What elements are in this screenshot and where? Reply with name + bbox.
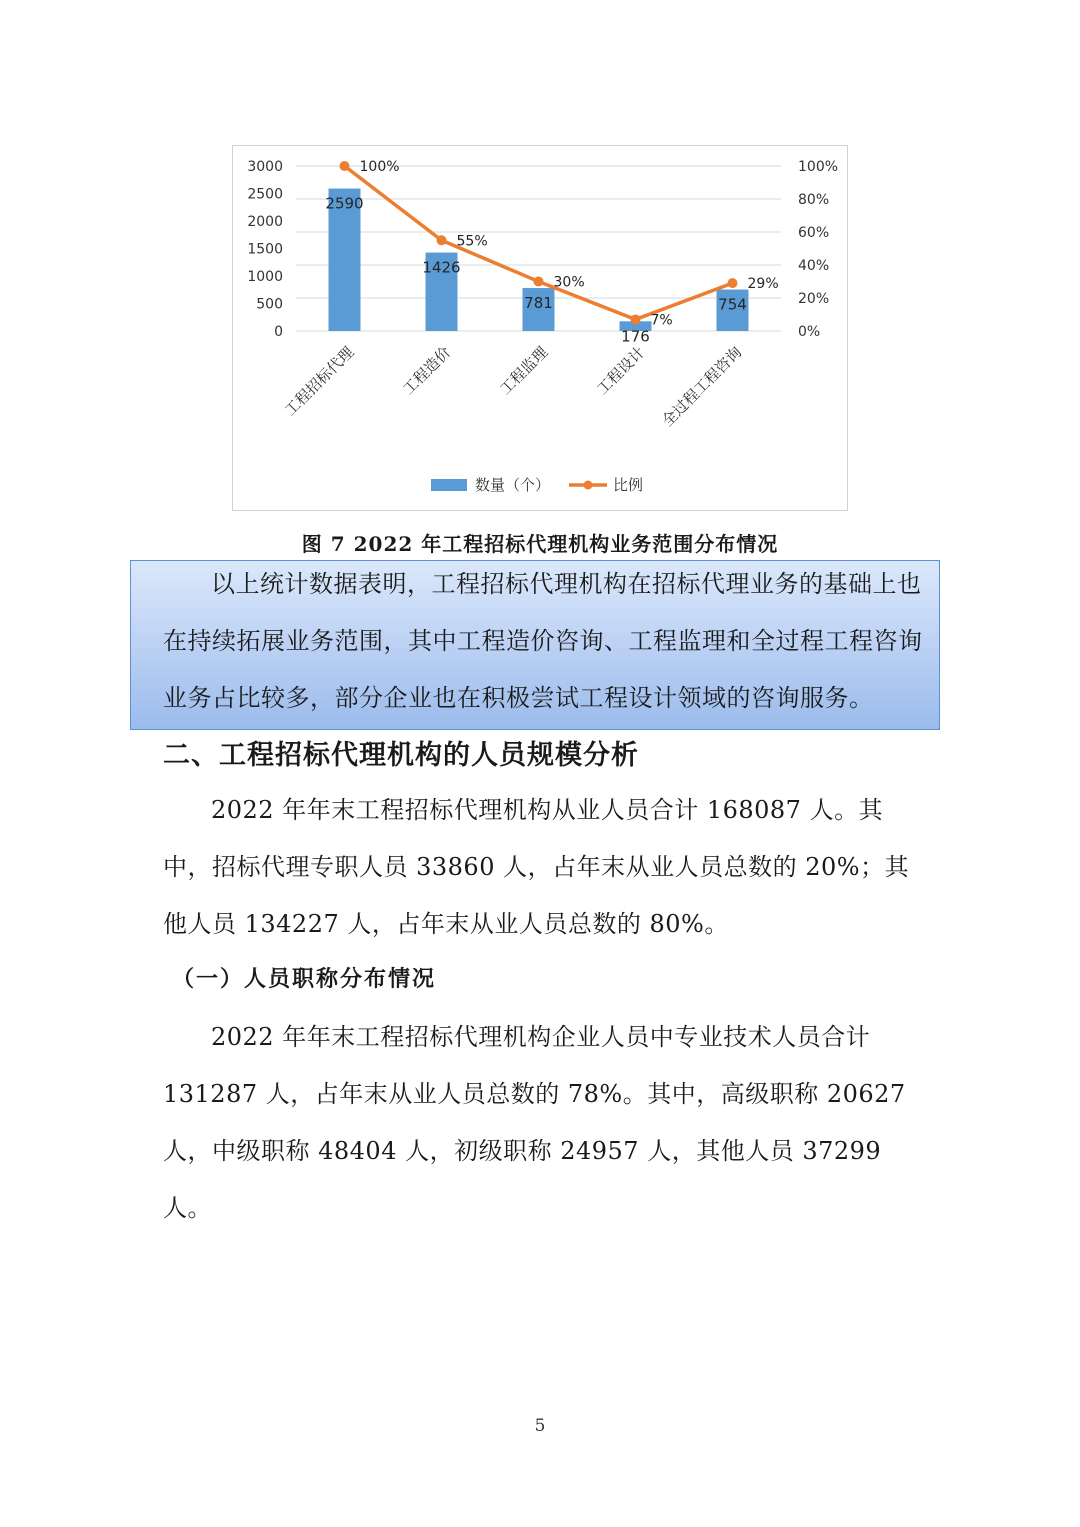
sub-heading: （一）人员职称分布情况 <box>172 966 437 992</box>
y-left-tick-label: 2000 <box>247 214 283 230</box>
line-point <box>728 278 738 288</box>
y-right-tick-label: 40% <box>798 258 830 274</box>
title-distribution-paragraph: 2022 年年末工程招标代理机构企业人员中专业技术人员合计 131287 人，占年末从业人员总数的 78%。其中，高级职称 20627 人，中级职称 48404 人，初级职称 24957 人，其他人员 37299 人。 <box>163 1023 906 1222</box>
line-value-label: 100% <box>359 159 400 175</box>
line-value-label: 7% <box>650 312 673 329</box>
line-point <box>631 314 641 324</box>
y-right-tick-label: 60% <box>798 225 830 241</box>
line-point <box>340 161 350 171</box>
legend-line-label: 比例 <box>613 476 644 494</box>
bar-value-label: 176 <box>621 327 650 346</box>
staff-paragraph: 2022 年年末工程招标代理机构从业人员合计 168087 人。其中，招标代理专职人员 33860 人，占年末从业人员总数的 20%；其他人员 134227 人，占年末从业人员总数的 80%。 <box>163 796 910 938</box>
chart-frame <box>232 145 848 511</box>
y-left-tick-label: 500 <box>256 296 283 313</box>
bar-value-label: 754 <box>718 295 747 314</box>
y-left-tick-label: 0 <box>274 324 283 340</box>
section-heading: 二、工程招标代理机构的人员规模分析 <box>163 740 639 771</box>
chart-svg <box>233 146 849 512</box>
bar-value-label: 2590 <box>325 194 364 213</box>
figure-caption: 图 7 2022 年工程招标代理机构业务范围分布情况 <box>301 532 779 556</box>
summary-paragraph: 以上统计数据表明，工程招标代理机构在招标代理业务的基础上也在持续拓展业务范围，其中工程造价咨询、工程监理和全过程工程咨询业务占比较多，部分企业也在积极尝试工程设计领域的咨询服务。 <box>163 570 923 712</box>
category-label: 工程造价 <box>399 343 455 399</box>
legend-bar-label: 数量（个） <box>475 476 551 494</box>
line-value-label: 30% <box>553 274 585 291</box>
line-value-label: 55% <box>456 233 488 250</box>
category-label: 工程招标代理 <box>280 343 358 420</box>
category-label: 工程设计 <box>593 343 649 399</box>
line-value-label: 29% <box>747 276 779 293</box>
y-left-tick-label: 3000 <box>247 159 283 175</box>
y-right-tick-label: 80% <box>798 192 830 208</box>
legend-bar-swatch <box>431 479 467 491</box>
y-right-tick-label: 0% <box>798 324 821 340</box>
line-point <box>534 277 544 287</box>
y-left-tick-label: 1000 <box>247 269 283 285</box>
legend-line-marker <box>584 481 593 490</box>
y-left-tick-label: 1500 <box>247 241 283 258</box>
y-left-tick-label: 2500 <box>247 186 283 203</box>
category-label: 全过程工程咨询 <box>658 343 746 431</box>
page-number: 5 <box>534 1416 546 1436</box>
category-label: 工程监理 <box>496 343 552 399</box>
bar-value-label: 781 <box>524 294 553 313</box>
bar-value-label: 1426 <box>422 258 461 277</box>
y-right-tick-label: 100% <box>798 159 839 175</box>
line-point <box>437 235 447 245</box>
y-right-tick-label: 20% <box>798 291 830 307</box>
